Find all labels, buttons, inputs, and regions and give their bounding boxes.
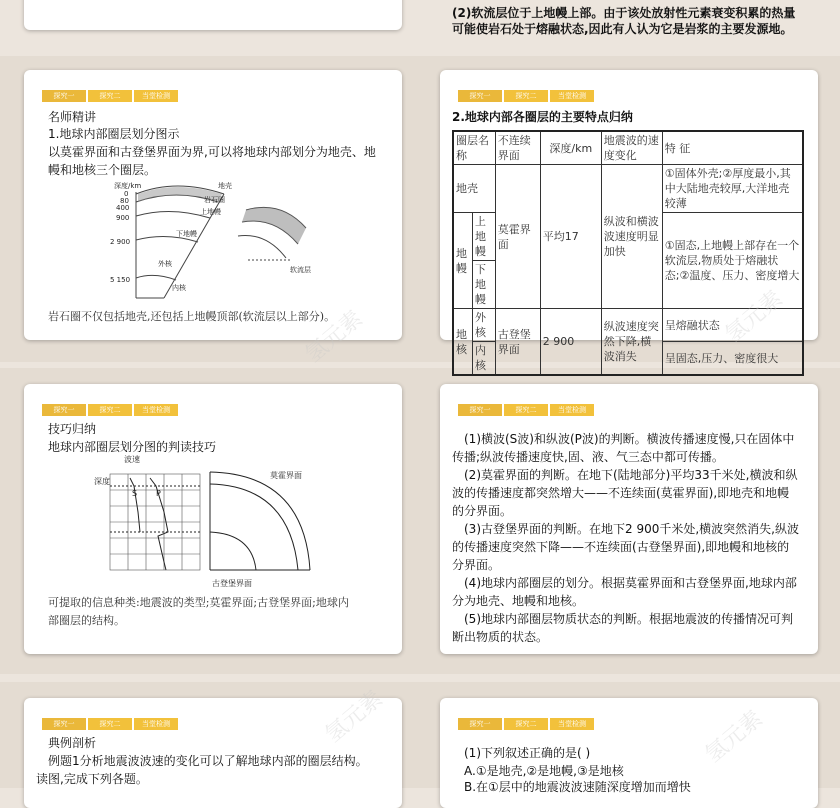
tab-bar	[458, 90, 594, 102]
watermark-3: 氢元素	[320, 686, 388, 748]
depth-5150: 5 150	[110, 276, 131, 284]
card4-line-3: (2)莫霍界面的判断。在地下(陆地部分)平均33千米处,横波和纵	[464, 468, 798, 482]
tab-explore-1[interactable]: 探究一	[458, 718, 502, 730]
slide-card-2[interactable]	[440, 70, 818, 372]
depth-900: 900	[116, 214, 130, 222]
card4-line-9: (4)地球内部圈层的划分。根据莫霍界面和古登堡界面,地球内部	[464, 576, 797, 590]
label-lower-mantle: 下地幔	[176, 230, 197, 238]
card1-para2: 幔和地核三个圈层。	[48, 163, 157, 177]
seismic-wave-diagram	[94, 452, 324, 590]
cell-depth-2900: 2 900	[540, 309, 601, 376]
cell-inner-feature: 呈固态,压力、密度很大	[662, 342, 803, 376]
cell-inner-core: 内核	[473, 342, 496, 376]
th-wave: 地震波的速度变化	[601, 131, 662, 165]
p-wave-label: P	[156, 489, 161, 498]
tab-bar	[42, 90, 178, 102]
cell-lower-mantle: 下地幔	[473, 261, 496, 309]
card3-caption1: 可提取的信息种类:地震波的类型;莫霍界面;古登堡界面;地球内	[48, 596, 349, 609]
card1-subheading: 1.地球内部圈层划分图示	[48, 127, 180, 141]
card4-line-2: 传播;纵波传播速度快,固、液、气三态中都可传播。	[452, 450, 724, 464]
tab-explore-2[interactable]: 探究二	[504, 90, 548, 102]
tab-explore-2[interactable]: 探究二	[88, 404, 132, 416]
th-feature: 特 征	[662, 131, 803, 165]
tab-bar	[458, 718, 594, 730]
card4-line-6: (3)古登堡界面的判断。在地下2 900千米处,横波突然消失,纵波	[464, 522, 799, 536]
slide-card-1[interactable]	[24, 70, 402, 340]
cell-depth-17: 平均17	[540, 165, 601, 309]
tab-check[interactable]: 当堂检测	[550, 718, 594, 730]
watermark-1: 氢元素	[300, 306, 368, 368]
card5-heading: 典例剖析	[48, 736, 97, 750]
slide-card-6[interactable]	[440, 698, 818, 808]
slide-top-left[interactable]	[24, 0, 402, 30]
tab-explore-2[interactable]: 探究二	[504, 718, 548, 730]
card4-line-10: 分为地壳、地幔和地核。	[452, 594, 585, 608]
slide-card-5[interactable]	[24, 698, 402, 808]
card3-heading: 技巧归纳	[48, 422, 97, 436]
tab-explore-1[interactable]: 探究一	[458, 90, 502, 102]
card4-line-7: 的传播速度突然下降——不连续面(古登堡界面),即地幔和地核的	[452, 540, 790, 554]
card1-heading: 名师精讲	[48, 110, 97, 124]
earth-layers-diagram	[106, 180, 316, 310]
card3-subheading: 地球内部圈层划分图的判读技巧	[48, 440, 217, 454]
tab-explore-1[interactable]: 探究一	[458, 404, 502, 416]
tab-check[interactable]: 当堂检测	[134, 90, 178, 102]
card4-line-1: (1)横波(S波)和纵波(P波)的判断。横波传播速度慢,只在固体中	[464, 432, 795, 446]
top-right-line1: (2)软流层位于上地幔上部。由于该处放射性元素衰变积累的热量	[452, 6, 796, 20]
card6-line1: (1)下列叙述正确的是( )	[464, 746, 591, 760]
card6-line2: A.①是地壳,②是地幔,③是地核	[464, 764, 624, 778]
tab-bar	[42, 404, 178, 416]
label-upper-mantle: 上地幔	[200, 208, 221, 216]
card1-para1: 以莫霍界面和古登堡界面为界,可以将地球内部划分为地壳、地	[48, 145, 376, 159]
depth-400: 400	[116, 204, 130, 212]
cell-wave-2: 纵波速度突然下降,横波消失	[601, 309, 662, 376]
tab-check[interactable]: 当堂检测	[134, 718, 178, 730]
cell-outer-core: 外核	[473, 309, 496, 342]
tab-explore-1[interactable]: 探究一	[42, 90, 86, 102]
watermark-2: 氢元素	[720, 286, 788, 348]
card4-line-5: 的分界面。	[452, 504, 513, 518]
depth-0: 0	[124, 190, 129, 198]
cell-crust: 地壳	[453, 165, 495, 213]
depth-label: 深度	[94, 477, 110, 486]
tab-check[interactable]: 当堂检测	[550, 404, 594, 416]
card4-line-12: 断出物质的状态。	[452, 630, 549, 644]
label-inner-core: 内核	[172, 284, 186, 292]
tab-bar	[458, 404, 594, 416]
slide-top-right[interactable]	[440, 0, 818, 40]
cell-outer-feature: 呈熔融状态	[662, 309, 803, 342]
card4-line-11: (5)地球内部圈层物质状态的判断。根据地震波的传播情况可判	[464, 612, 794, 626]
cell-upper-mantle: 上地幔	[473, 213, 496, 261]
tab-explore-1[interactable]: 探究一	[42, 404, 86, 416]
tab-explore-2[interactable]: 探究二	[88, 90, 132, 102]
tab-check[interactable]: 当堂检测	[550, 90, 594, 102]
slide-card-4[interactable]	[440, 384, 818, 654]
th-interface: 不连续界面	[495, 131, 540, 165]
th-layer: 圈层名称	[453, 131, 495, 165]
tab-explore-2[interactable]: 探究二	[504, 404, 548, 416]
card3-caption2: 部圈层的结构。	[48, 614, 125, 627]
watermark-4: 氢元素	[700, 706, 768, 768]
label-outer-core: 外核	[158, 260, 172, 268]
tab-check[interactable]: 当堂检测	[134, 404, 178, 416]
card5-line2: 读图,完成下列各题。	[36, 772, 148, 786]
tab-explore-1[interactable]: 探究一	[42, 718, 86, 730]
depth-2900: 2 900	[110, 238, 131, 246]
th-depth: 深度/km	[540, 131, 601, 165]
cell-gutenberg: 古登堡界面	[495, 309, 540, 376]
card5-line1: 例题1分析地震波波速的变化可以了解地球内部的圈层结构。	[48, 754, 368, 768]
cell-core: 地核	[453, 309, 473, 376]
layers-table	[452, 130, 804, 376]
label-crust: 地壳	[218, 182, 232, 190]
gutenberg-label: 古登堡界面	[212, 579, 252, 588]
depth-80: 80	[120, 197, 129, 205]
label-asthenosphere: 软流层	[290, 266, 311, 274]
cell-mantle-feature: ①固态,上地幔上部存在一个软流层,物质处于熔融状态;②温度、压力、密度增大	[662, 213, 803, 309]
card4-line-8: 分界面。	[452, 558, 501, 572]
card6-line3: B.在①层中的地震波波速随深度增加而增快	[464, 780, 691, 794]
slide-card-3[interactable]	[24, 384, 402, 654]
tab-explore-2[interactable]: 探究二	[88, 718, 132, 730]
card4-line-4: 波的传播速度都突然增大——不连续面(莫霍界面),即地壳和地幔	[452, 486, 790, 500]
top-right-line2: 可能使岩石处于熔融状态,因此有人认为它是岩浆的主要发源地。	[452, 22, 793, 36]
cell-mantle: 地幔	[453, 213, 473, 309]
depth-axis-label: 深度/km	[114, 182, 142, 190]
moho-label: 莫霍界面	[270, 471, 302, 480]
s-wave-label: S	[132, 489, 138, 498]
wave-speed-label: 波速	[124, 455, 140, 464]
tab-bar	[42, 718, 178, 730]
label-lithosphere: 岩石圈	[204, 196, 225, 204]
card1-caption: 岩石圈不仅包括地壳,还包括上地幔顶部(软流层以上部分)。	[48, 310, 336, 323]
cell-wave-1: 纵波和横波波速度明显加快	[601, 165, 662, 309]
card2-heading: 2.地球内部各圈层的主要特点归纳	[452, 110, 633, 124]
cell-moho: 莫霍界面	[495, 165, 540, 309]
cell-crust-feature: ①固体外壳;②厚度最小,其中大陆地壳较厚,大洋地壳较薄	[662, 165, 803, 213]
